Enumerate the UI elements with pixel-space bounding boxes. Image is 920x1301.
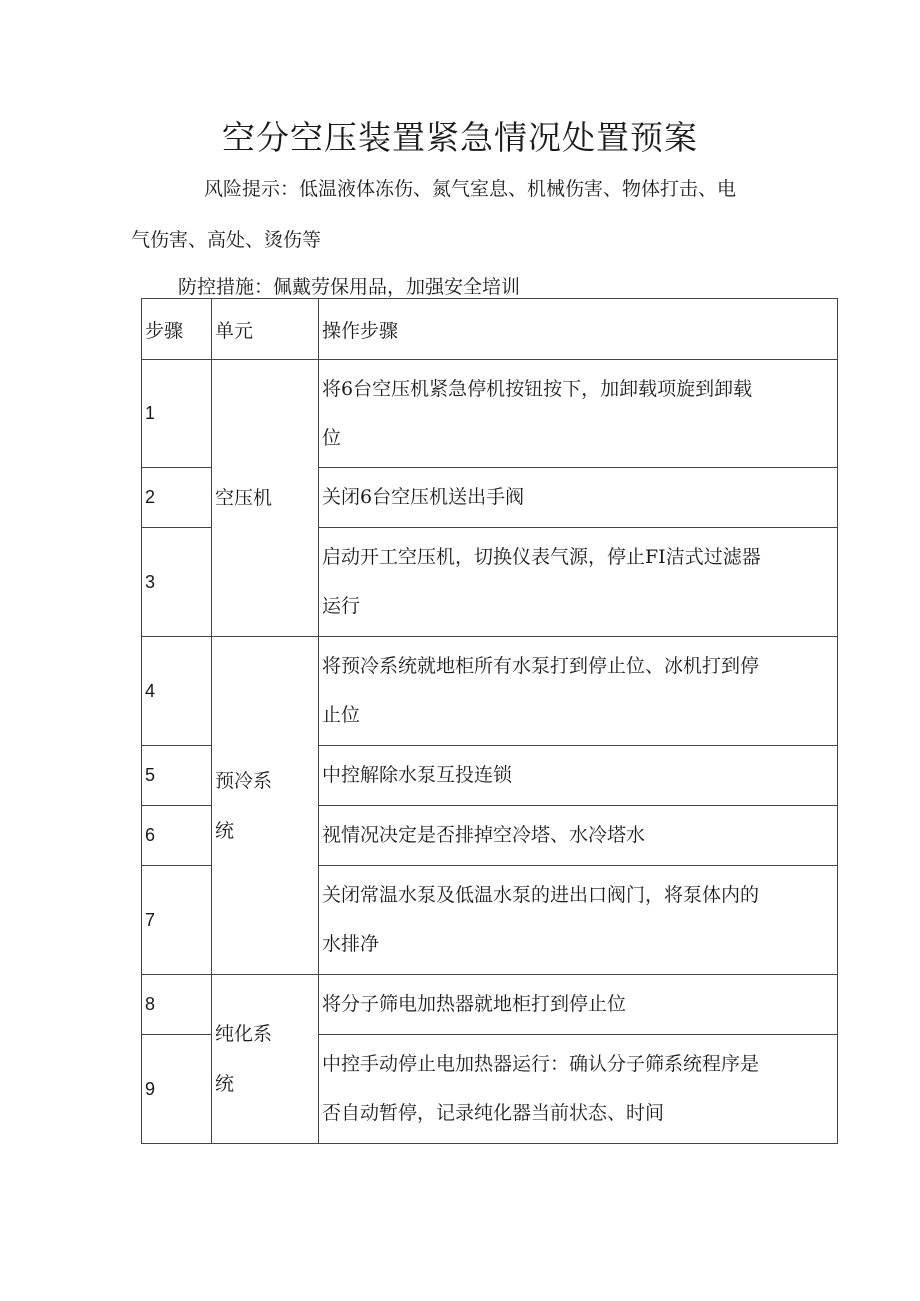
operation-text: 将分子筛电加热器就地柜打到停止位 (322, 993, 627, 1015)
control-measures: 防控措施：佩戴劳保用品，加强安全培训 (178, 276, 521, 298)
table-row (142, 637, 838, 746)
operation-cell (319, 1035, 838, 1144)
step-number: 6 (142, 806, 212, 866)
table-row (142, 360, 838, 468)
procedure-table (141, 298, 838, 1144)
operation-cell (319, 637, 838, 746)
operation-text: 将预冷系统就地柜所有水泵打到停止位、冰机打到停 (322, 655, 760, 677)
header-operation: 操作步骤 (319, 299, 838, 360)
table-header-row (142, 299, 838, 360)
operation-text: 水排净 (322, 933, 380, 955)
operation-text: 将6台空压机紧急停机按钮按下，加卸载项旋到卸载 (322, 377, 753, 400)
operation-text: 关闭6台空压机送出手阀 (322, 486, 525, 508)
operation-text: 启动开工空压机，切换仪表气源，停止FI洁式过滤器 (322, 546, 761, 568)
operation-cell (319, 468, 838, 528)
operation-cell (319, 360, 838, 468)
operation-text: 关闭常温水泵及低温水泵的进出口阀门，将泵体内的 (322, 884, 760, 906)
operation-text: 否自动暂停，记录纯化器当前状态、时间 (322, 1102, 665, 1124)
operation-cell (319, 528, 838, 637)
operation-cell (319, 746, 838, 806)
operation-text: 止位 (322, 704, 361, 726)
step-number: 5 (142, 746, 212, 806)
risk-notice-line-1: 风险提示：低温液体冻伤、氮气室息、机械伤害、物体打击、电 (204, 178, 737, 200)
step-number: 9 (142, 1035, 212, 1144)
operation-cell (319, 975, 838, 1035)
unit-purification (212, 975, 319, 1144)
unit-label: 纯化系 (215, 1023, 273, 1045)
document-title: 空分空压装置紧急情况处置预案 (222, 118, 698, 157)
risk-notice-line-2: 气伤害、高处、烫伤等 (131, 229, 322, 251)
unit-label: 统 (215, 1073, 235, 1095)
operation-cell (319, 866, 838, 975)
operation-text: 位 (322, 426, 342, 449)
operation-text: 视情况决定是否排掉空冷塔、水冷塔水 (322, 824, 646, 846)
unit-precool (212, 637, 319, 975)
header-unit: 单元 (212, 299, 319, 360)
unit-compressor (212, 360, 319, 637)
table-row (142, 975, 838, 1035)
step-number: 4 (142, 637, 212, 746)
header-step: 步骤 (142, 299, 212, 360)
step-number: 7 (142, 866, 212, 975)
unit-label: 预冷系 (215, 769, 273, 792)
operation-text: 中控手动停止电加热器运行：确认分子筛系统程序是 (322, 1053, 760, 1075)
operation-cell (319, 806, 838, 866)
step-number: 2 (142, 468, 212, 528)
step-number: 3 (142, 528, 212, 637)
operation-text: 中控解除水泵互投连锁 (322, 764, 513, 786)
unit-label: 空压机 (215, 487, 273, 509)
step-number: 1 (142, 360, 212, 468)
unit-label: 统 (215, 819, 235, 842)
step-number: 8 (142, 975, 212, 1035)
operation-text: 运行 (322, 595, 361, 617)
